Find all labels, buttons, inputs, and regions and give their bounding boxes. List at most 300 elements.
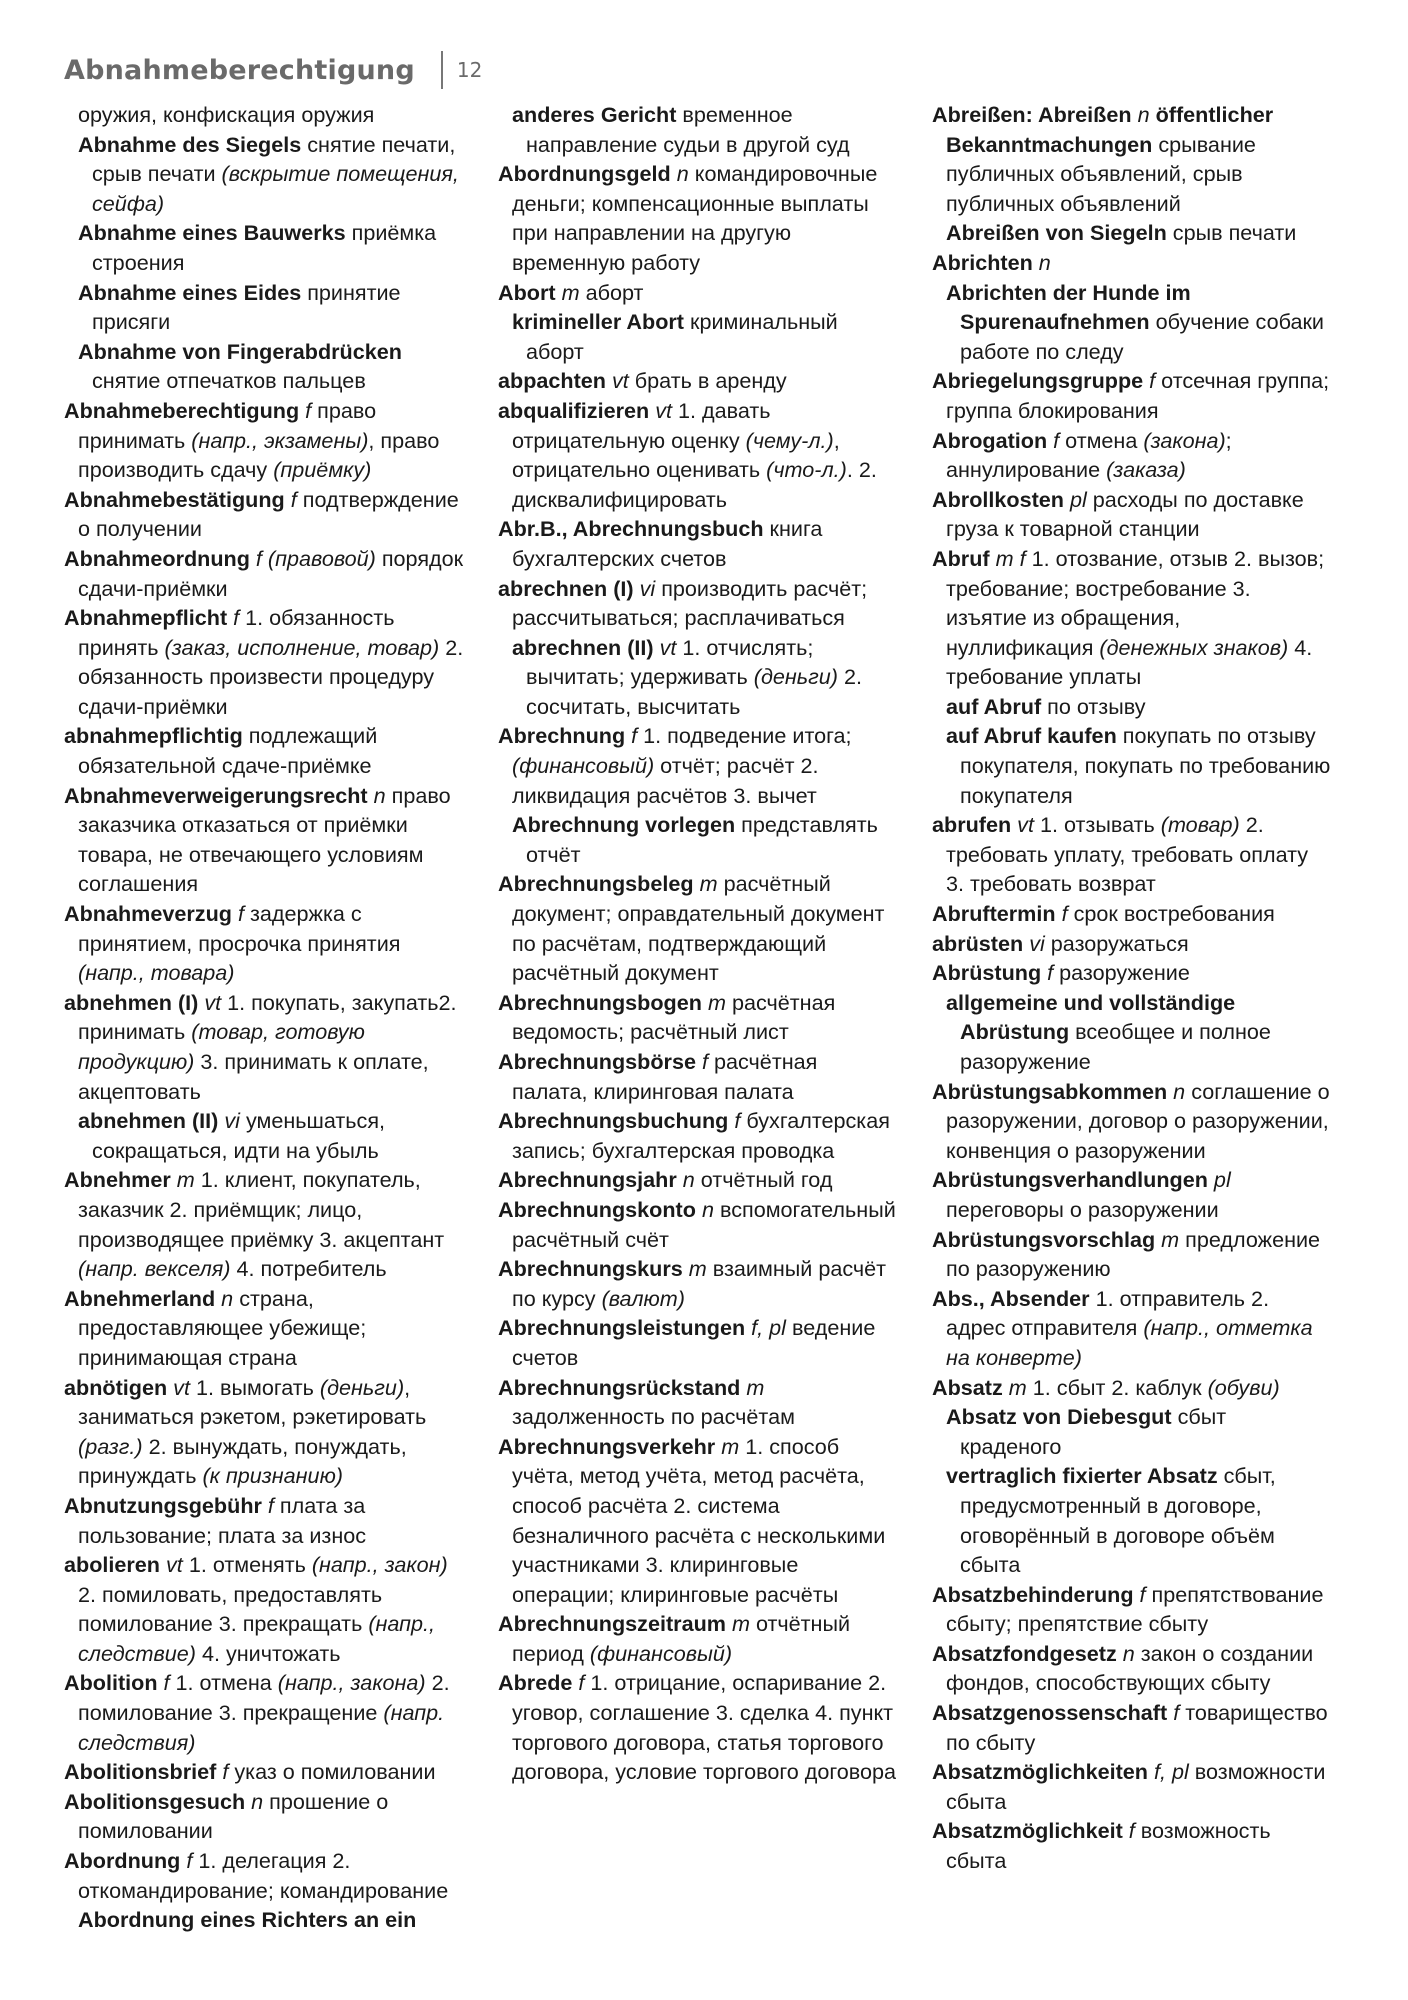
translation: командировочные деньги; компенсационные выплаты при направлении на другую временную работу	[512, 161, 878, 275]
sub-entry	[498, 307, 898, 366]
grammar-note: (закона)	[1143, 427, 1226, 453]
headword: Abolitionsbrief	[64, 1759, 217, 1785]
headword: Abnahmepflicht	[64, 605, 228, 631]
grammar-note: m	[715, 1433, 746, 1459]
sub-entry	[932, 692, 1332, 722]
sub-entry	[498, 100, 898, 159]
translation: отсечная группа; группа блокирования	[946, 368, 1330, 423]
headword: abnehmen (II)	[78, 1108, 219, 1134]
grammar-note: vt	[198, 989, 228, 1015]
headword: Abrechnungsjahr	[498, 1167, 677, 1193]
grammar-note: pl	[1207, 1167, 1231, 1193]
translation: аборт	[585, 279, 644, 305]
translation: оружия, конфискация оружия	[78, 102, 375, 127]
dictionary-entry	[932, 810, 1332, 899]
dictionary-entry	[498, 1432, 898, 1610]
dictionary-entry	[932, 1077, 1332, 1166]
grammar-note: m	[740, 1374, 765, 1400]
headword: Abrechnungsrückstand	[498, 1374, 741, 1400]
column-right	[932, 100, 1332, 1990]
headword: auf Abruf kaufen	[946, 723, 1117, 749]
dictionary-entry	[498, 1195, 898, 1254]
dictionary-entry	[498, 988, 898, 1047]
grammar-note: f	[1167, 1700, 1186, 1726]
headword: Abrogation	[932, 427, 1048, 453]
translation: покупать по отзыву покупателя, покупать по требованию покупателя	[960, 723, 1331, 808]
headword: Absatzgenossenschaft	[932, 1700, 1168, 1726]
grammar-note: m	[555, 279, 586, 305]
translation: подтверждение о получении	[78, 486, 459, 542]
sub-entry	[932, 278, 1332, 367]
translation: сбыт краденого	[960, 1404, 1227, 1459]
translation: 1. давать отрицательную оценку	[512, 397, 771, 453]
translation: порядок сдачи-приёмки	[78, 545, 464, 601]
grammar-note: vi	[218, 1108, 246, 1134]
grammar-note: (что-л.)	[766, 457, 847, 483]
grammar-note: (денежных знаков)	[1099, 634, 1289, 660]
translation: 1. способ учёта, метод учёта, метод расчёта, способ расчёта 2. система безналичного расчёта с несколькими участниками 3. клиринговые операции; клиринговые расчёты	[512, 1433, 886, 1607]
dictionary-entry	[64, 1491, 464, 1550]
headword: Abolitionsgesuch	[64, 1788, 246, 1814]
translation: 4. потребитель	[230, 1256, 387, 1282]
translation: 4. требование уплаты	[946, 634, 1313, 690]
headword: abpachten	[498, 368, 606, 394]
sub-entry	[64, 218, 464, 277]
headword: Abrechnungskonto	[498, 1196, 696, 1222]
column-left	[64, 100, 464, 1990]
grammar-note: (чему-л.)	[745, 427, 834, 453]
headword: Abruf	[932, 545, 990, 571]
translation: задолженность по расчётам	[512, 1404, 795, 1430]
grammar-note: f	[1133, 1581, 1152, 1607]
translation: 1. отрицание, оспаривание 2. уговор, соглашение 3. сделка 4. пункт торгового договора, статья торгового договора, условие торгового договора	[512, 1670, 897, 1785]
grammar-note: vt	[606, 368, 635, 394]
translation: бухгалтерская запись; бухгалтерская проводка	[512, 1108, 890, 1163]
grammar-note: f	[695, 1049, 714, 1074]
dictionary-entry	[498, 396, 898, 514]
headword: Abrichten	[932, 249, 1033, 275]
translation: закон о создании фондов, способствующих сбыту	[946, 1640, 1314, 1696]
dictionary-entry	[932, 248, 1332, 278]
headword: Absatzfondgesetz	[932, 1640, 1117, 1666]
dictionary-entry	[64, 988, 464, 1106]
headword: Abriegelungsgruppe	[932, 368, 1144, 394]
headword: Abnehmer	[64, 1167, 171, 1193]
translation: переговоры о разоружении	[946, 1196, 1219, 1222]
translation: , право производить сдачу	[78, 427, 440, 483]
page-header	[64, 52, 482, 88]
translation: , отрицательно оценивать	[512, 427, 840, 483]
grammar-note: f	[299, 397, 318, 423]
headword: Abrechnungsbeleg	[498, 871, 694, 897]
dictionary-entry	[932, 929, 1332, 959]
sub-entry	[64, 130, 464, 219]
translation: принятие присяги	[92, 279, 401, 335]
dictionary-entry	[932, 485, 1332, 544]
headword: abnötigen	[64, 1374, 168, 1400]
translation: криминальный аборт	[526, 309, 838, 364]
translation: прошение о помиловании	[78, 1788, 389, 1844]
translation: 1. обязанность принять	[78, 605, 395, 660]
headword: vertraglich fixierter Absatz	[946, 1463, 1218, 1489]
sub-entry	[64, 337, 464, 396]
grammar-note: n	[676, 1167, 701, 1193]
grammar-note: n	[695, 1196, 720, 1222]
headword: Abrede	[498, 1670, 573, 1696]
translation: расчётная палата, клиринговая палата	[512, 1049, 818, 1104]
translation: 1. отмена	[175, 1670, 278, 1696]
headword: Abnahmeordnung	[64, 545, 250, 571]
grammar-note: pl	[1063, 486, 1093, 512]
page-number: 12	[456, 58, 483, 82]
headword: Absatzbehinderung	[932, 1581, 1134, 1607]
headword: Abreißen von Siegeln	[946, 220, 1167, 246]
sub-entry	[498, 810, 898, 869]
dictionary-entry	[498, 1373, 898, 1432]
grammar-note: (товар, готовую продукцию)	[78, 1019, 365, 1074]
headword: Abnahme eines Eides	[78, 279, 302, 305]
headword: Abrechnungszeitraum	[498, 1611, 726, 1637]
translation: 1. клиент, покупатель, заказчик 2. приёмщик; лицо, производящее приёмку 3. акцептант	[78, 1167, 445, 1252]
headword: allgemeine und vollständige Abrüstung	[946, 989, 1236, 1045]
dictionary-entry	[64, 1846, 464, 1905]
dictionary-entry	[64, 1165, 464, 1283]
grammar-note: (обуви)	[1207, 1374, 1280, 1400]
grammar-note: f	[284, 486, 303, 512]
translation: отчётный год	[700, 1167, 833, 1193]
translation: 1. сбыт 2. каблук	[1032, 1374, 1208, 1400]
grammar-note: n	[1116, 1640, 1141, 1666]
translation: представлять отчёт	[526, 812, 878, 867]
dictionary-entry	[498, 366, 898, 396]
translation: плата за пользование; плата за износ	[78, 1492, 367, 1548]
translation: предложение по разоружению	[946, 1226, 1321, 1282]
headword: Abnahme von Fingerabdrücken	[78, 338, 402, 364]
sub-entry	[932, 1402, 1332, 1461]
headword: abrechnen (II)	[512, 634, 654, 660]
headword: Abnahmebestätigung	[64, 486, 285, 512]
headword: Abrichten der Hunde im Spurenaufnehmen	[946, 279, 1191, 335]
translation: обучение собаки работе по следу	[960, 309, 1324, 364]
dictionary-entry	[64, 1284, 464, 1373]
grammar-note: m	[725, 1611, 756, 1637]
dictionary-entry	[64, 1373, 464, 1491]
translation: временное направление судьи в другой суд	[526, 102, 850, 157]
headword: öffentlicher Bekanntmachungen	[946, 102, 1274, 157]
dictionary-entry	[498, 869, 898, 987]
dictionary-columns	[64, 100, 1384, 1990]
grammar-note: (товар)	[1160, 812, 1240, 838]
translation: задержка с принятием, просрочка принятия	[78, 901, 401, 956]
translation: , заниматься рэкетом, рэкетировать	[78, 1374, 427, 1430]
headword: Abr.B., Abrechnungsbuch	[498, 516, 764, 542]
headword: Abnehmerland	[64, 1285, 216, 1311]
translation: разоружаться	[1050, 930, 1189, 956]
column-middle	[498, 100, 898, 1990]
headword: abolieren	[64, 1552, 161, 1578]
grammar-note: n	[1131, 102, 1156, 127]
header-divider	[441, 51, 443, 89]
translation: производить расчёт; рассчитываться; расплачиваться	[512, 575, 868, 631]
translation: расходы по доставке груза к товарной станции	[946, 486, 1304, 542]
headword: Abordnung eines Richters an ein	[78, 1907, 417, 1933]
translation: возможность сбыта	[946, 1818, 1271, 1874]
dictionary-entry	[932, 1580, 1332, 1639]
translation: право принимать	[78, 397, 377, 453]
grammar-note: (напр., товара)	[78, 960, 235, 986]
translation: препятствование сбыту; препятствие сбыту	[946, 1581, 1324, 1637]
grammar-note: vi	[1023, 930, 1051, 956]
translation: соглашение о разоружении, договор о разоружении, конвенция о разоружении	[946, 1078, 1330, 1163]
translation: сбыт, предусмотренный в договоре, оговорённый в договоре объём сбыта	[960, 1463, 1276, 1578]
headword: krimineller Abort	[512, 309, 684, 335]
dictionary-entry	[498, 159, 898, 277]
dictionary-entry	[498, 1313, 898, 1372]
grammar-note: (валют)	[601, 1285, 685, 1311]
grammar-note: (разг.)	[78, 1433, 143, 1459]
headword: Absatz von Diebesgut	[946, 1404, 1172, 1430]
translation: расчётный документ; оправдательный документ по расчётам, подтверждающий расчётный документ	[512, 871, 885, 986]
headword: auf Abruf	[946, 693, 1042, 719]
sub-entry	[932, 721, 1332, 810]
headword: Abrüstung	[932, 960, 1042, 986]
translation: срыв печати	[1166, 220, 1297, 246]
dictionary-entry	[498, 1668, 898, 1786]
dictionary-entry	[64, 1668, 464, 1757]
headword: abrechnen (I)	[498, 575, 634, 601]
translation: срок востребования	[1073, 901, 1275, 927]
translation: подлежащий обязательной сдаче-приёмке	[78, 723, 378, 779]
grammar-note: (напр., следствие)	[78, 1611, 436, 1666]
grammar-note: f	[728, 1108, 747, 1134]
translation: 1. вымогать	[195, 1374, 320, 1400]
grammar-note: f	[227, 605, 246, 631]
dictionary-entry	[64, 1550, 464, 1668]
translation: всеобщее и полное разоружение	[960, 1019, 1271, 1074]
dictionary-entry	[64, 781, 464, 899]
headword: anderes Gericht	[512, 102, 677, 127]
grammar-note: f	[180, 1848, 199, 1874]
headword: Abreißen: Abreißen	[932, 102, 1132, 127]
dictionary-entry	[932, 544, 1332, 692]
translation: 1. подведение итога;	[643, 723, 852, 749]
sub-entry	[932, 988, 1332, 1077]
translation: 1. отзывать	[1039, 812, 1161, 838]
grammar-note: f	[231, 901, 250, 927]
grammar-note: m	[682, 1256, 713, 1282]
dictionary-entry	[498, 574, 898, 633]
headword: Absatz	[932, 1374, 1003, 1400]
translation: отмена	[1065, 427, 1144, 453]
headword: Abnahmeverweigerungsrecht	[64, 782, 368, 808]
translation: снятие печати, срыв печати	[92, 131, 456, 187]
grammar-note: (напр. векселя)	[78, 1256, 231, 1282]
grammar-note: (заказа)	[1106, 457, 1186, 483]
headword: abrufen	[932, 812, 1012, 838]
dictionary-entry	[932, 1639, 1332, 1698]
grammar-note: f	[216, 1759, 235, 1785]
headword: Abrüstungsvorschlag	[932, 1226, 1156, 1252]
translation: 1. делегация 2. откомандирование; командирование	[78, 1848, 449, 1903]
translation: 1. отозвание, отзыв 2. вызов; требование; востребование 3. изъятие из обращения, нуллификация	[946, 545, 1325, 660]
headword: Abrüstungsabkommen	[932, 1078, 1168, 1104]
grammar-note: n	[670, 161, 695, 187]
sub-entry	[932, 1461, 1332, 1579]
grammar-note: f	[1041, 960, 1060, 986]
translation: снятие отпечатков пальцев	[92, 368, 366, 394]
translation: отчётный период	[512, 1611, 851, 1666]
translation: 3. принимать к оплате, акцептовать	[78, 1049, 429, 1104]
dictionary-entry	[498, 278, 898, 308]
headword: Abruftermin	[932, 901, 1056, 927]
translation: взаимный расчёт по курсу	[512, 1256, 887, 1311]
dictionary-entry	[64, 1787, 464, 1846]
headword: Abnutzungsgebühr	[64, 1492, 262, 1518]
grammar-note: m	[1155, 1226, 1186, 1252]
grammar-note: (заказ, исполнение, товар)	[164, 634, 440, 660]
translation: 2. помиловать, предоставлять помилование 3. прекращать	[78, 1581, 383, 1637]
dictionary-entry	[932, 1165, 1332, 1224]
dictionary-entry	[498, 514, 898, 573]
dictionary-entry	[64, 544, 464, 603]
grammar-note: vt	[160, 1552, 189, 1578]
dictionary-entry	[64, 485, 464, 544]
grammar-note: f	[261, 1492, 280, 1518]
grammar-note: (вскрытие помещения, сейфа)	[92, 161, 459, 216]
grammar-note: f	[1055, 901, 1074, 927]
headword: abrüsten	[932, 930, 1024, 956]
dictionary-entry	[498, 721, 898, 810]
headword: Abs., Absender	[932, 1285, 1090, 1311]
dictionary-entry	[932, 1373, 1332, 1403]
translation: по отзыву	[1041, 693, 1146, 719]
dictionary-entry	[932, 1816, 1332, 1875]
headword: Abrechnungsbörse	[498, 1049, 696, 1074]
grammar-note: (деньги)	[319, 1374, 405, 1400]
grammar-note: f	[1143, 368, 1162, 394]
running-head: Abnahmeberechtigung	[64, 54, 415, 86]
dictionary-entry	[64, 721, 464, 780]
grammar-note: (финансовый)	[589, 1640, 733, 1666]
grammar-note: f, pl	[1147, 1759, 1195, 1785]
grammar-note: vt	[649, 397, 678, 423]
headword: Abort	[498, 279, 556, 305]
grammar-note: n	[1167, 1078, 1192, 1104]
headword: Abrechnung vorlegen	[512, 812, 736, 838]
translation: 2. помилование 3. прекращение	[78, 1670, 450, 1726]
headword: Abordnungsgeld	[498, 161, 671, 187]
dictionary-entry	[932, 1225, 1332, 1284]
grammar-note: f	[157, 1670, 176, 1696]
translation: 2. сосчитать, высчитать	[526, 664, 862, 719]
dictionary-entry	[932, 1698, 1332, 1757]
dictionary-entry	[932, 426, 1332, 485]
dictionary-entry	[498, 1254, 898, 1313]
translation: брать в аренду	[634, 368, 787, 394]
translation: возможности сбыта	[946, 1759, 1326, 1814]
grammar-note: (напр., отметка на конверте)	[946, 1315, 1313, 1370]
translation: указ о помиловании	[234, 1759, 436, 1785]
dictionary-entry	[64, 1757, 464, 1787]
headword: Abrüstungsverhandlungen	[932, 1167, 1208, 1193]
grammar-note: vt	[1011, 812, 1040, 838]
translation: товарищество по сбыту	[946, 1700, 1328, 1755]
translation: уменьшаться, сокращаться, идти на убыль	[92, 1108, 386, 1163]
grammar-note: f	[572, 1670, 591, 1696]
grammar-note: (деньги)	[753, 664, 838, 690]
translation: отчёт; расчёт 2. ликвидация расчётов 3. вычет	[512, 753, 819, 808]
grammar-note: (финансовый)	[512, 753, 655, 779]
translation: 2. вынуждать, понуждать, принуждать	[78, 1433, 407, 1489]
headword: abnehmen (I)	[64, 989, 199, 1015]
grammar-note: vi	[633, 575, 662, 601]
translation: ведение счетов	[512, 1315, 876, 1370]
grammar-note: m	[170, 1167, 201, 1193]
dictionary-entry	[932, 1757, 1332, 1816]
headword: Absatzmöglichkeit	[932, 1818, 1123, 1844]
headword: Abrechnungsbogen	[498, 989, 702, 1015]
dictionary-entry	[64, 899, 464, 988]
dictionary-entry	[64, 396, 464, 485]
headword: Abrechnungsverkehr	[498, 1433, 716, 1459]
sub-entry	[64, 278, 464, 337]
dictionary-entry	[932, 100, 1332, 218]
translation: срывание публичных объявлений, срыв публичных объявлений	[946, 131, 1256, 216]
sub-entry	[932, 218, 1332, 248]
translation: . 2. дисквалифицировать	[512, 457, 877, 512]
sub-entry	[64, 1905, 464, 1935]
translation: 1. отчислять; вычитать; удерживать	[526, 634, 814, 690]
grammar-note: vt	[167, 1374, 196, 1400]
headword: Abordnung	[64, 1848, 181, 1874]
grammar-note: n	[367, 782, 392, 808]
sub-entry	[498, 633, 898, 722]
grammar-note: (напр., закона)	[277, 1670, 426, 1696]
dictionary-entry	[932, 958, 1332, 988]
grammar-note: f (правовой)	[249, 545, 382, 571]
dictionary-entry	[498, 1609, 898, 1668]
translation: 1. отменять	[188, 1552, 312, 1578]
grammar-note: f	[625, 723, 644, 749]
headword: Abrechnungsleistungen	[498, 1315, 746, 1341]
grammar-note: m f	[989, 545, 1032, 571]
grammar-note: (к признанию)	[202, 1463, 343, 1489]
headword: Abnahmeverzug	[64, 901, 232, 927]
translation: право заказчика отказаться от приёмки товара, не отвечающего условиям соглашения	[78, 782, 451, 897]
translation: 1. отправитель 2. адрес отправителя	[946, 1285, 1270, 1341]
grammar-note: (приёмку)	[273, 457, 372, 483]
headword: Abrollkosten	[932, 486, 1064, 512]
dictionary-entry	[498, 1165, 898, 1195]
grammar-note: (напр., экзамены)	[191, 427, 369, 453]
translation: 2. обязанность произвести процедуру сдачи-приёмки	[78, 634, 464, 719]
dictionary-entry	[932, 1284, 1332, 1373]
translation: 4. уничтожать	[195, 1640, 341, 1666]
grammar-note: (напр., закон)	[311, 1552, 448, 1578]
grammar-note: n	[245, 1788, 270, 1814]
grammar-note: vt	[653, 634, 683, 660]
grammar-note: m	[1002, 1374, 1033, 1400]
translation: 1. покупать, закупать2. принимать	[78, 989, 457, 1045]
headword: Absatzmöglichkeiten	[932, 1759, 1148, 1785]
dictionary-entry	[64, 603, 464, 721]
translation: книга бухгалтерских счетов	[512, 516, 823, 571]
translation: ; аннулирование	[946, 427, 1232, 483]
grammar-note: m	[701, 989, 732, 1015]
headword: Abnahmeberechtigung	[64, 397, 300, 423]
translation: вспомогательный расчётный счёт	[512, 1196, 896, 1252]
entry-continuation	[64, 100, 464, 130]
